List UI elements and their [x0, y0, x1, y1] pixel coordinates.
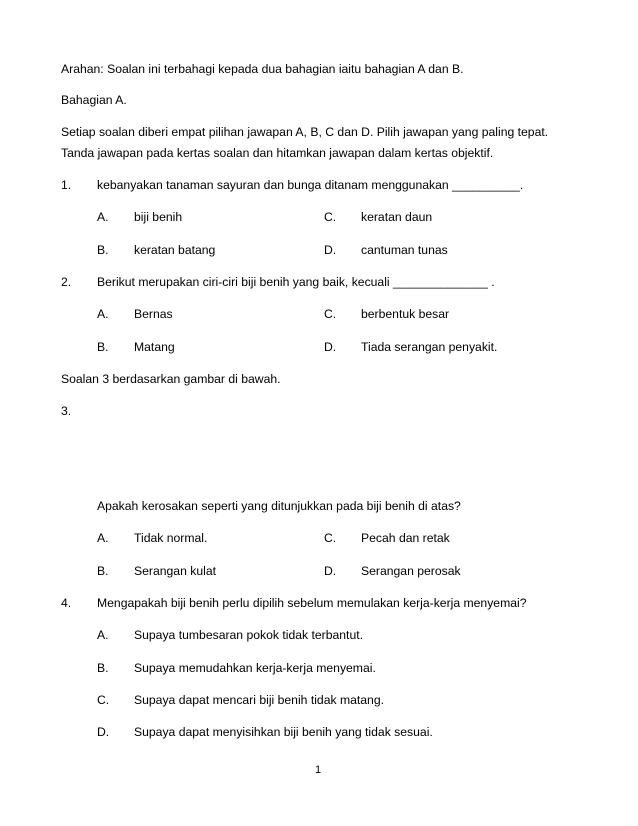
question-number: 2.	[61, 275, 72, 289]
q3-intro: Soalan 3 berdasarkan gambar di bawah.	[61, 372, 281, 386]
option-letter: B.	[97, 564, 109, 578]
option-text: berbentuk besar	[361, 307, 450, 321]
option-text: Tidak normal.	[134, 531, 208, 545]
option-text: Supaya memudahkan kerja-kerja menyemai.	[134, 661, 376, 675]
option-text: Supaya tumbesaran pokok tidak terbantut.	[134, 628, 363, 642]
option-letter: D.	[324, 564, 337, 578]
option-text: biji benih	[134, 210, 183, 224]
option-text: Serangan kulat	[134, 564, 216, 578]
option-text: Supaya dapat menyisihkan biji benih yang tidak sesuai.	[134, 725, 433, 739]
section-title: Bahagian A.	[61, 93, 127, 107]
option-letter: A.	[97, 628, 109, 642]
option-letter: D.	[97, 725, 110, 739]
question-text: Berikut merupakan ciri-ciri biji benih yang baik, kecuali ______________ .	[97, 275, 495, 289]
option-letter: B.	[97, 661, 109, 675]
option-letter: A.	[97, 307, 109, 321]
option-text: Pecah dan retak	[361, 531, 450, 545]
option-letter: A.	[97, 210, 109, 224]
option-text: Matang	[134, 340, 175, 354]
option-text: keratan daun	[361, 210, 433, 224]
option-text: keratan batang	[134, 243, 216, 257]
option-text: cantuman tunas	[361, 243, 448, 257]
option-text: Bernas	[134, 307, 173, 321]
option-letter: B.	[97, 340, 109, 354]
option-letter: C.	[324, 531, 337, 545]
question-text: kebanyakan tanaman sayuran dan bunga ditanam menggunakan __________.	[97, 178, 524, 192]
question-number: 1.	[61, 178, 72, 192]
directions-line-2: Tanda jawapan pada kertas soalan dan hitamkan jawapan dalam kertas objektif.	[61, 146, 494, 160]
option-letter: D.	[324, 243, 337, 257]
question-text: Apakah kerosakan seperti yang ditunjukkan pada biji benih di atas?	[97, 499, 461, 513]
page-number: 1	[315, 764, 322, 776]
option-text: Tiada serangan penyakit.	[361, 340, 498, 354]
option-letter: B.	[97, 243, 109, 257]
instructions: Arahan: Soalan ini terbahagi kepada dua bahagian iaitu bahagian A dan B.	[61, 62, 464, 76]
option-letter: C.	[97, 693, 110, 707]
option-letter: D.	[324, 340, 337, 354]
option-letter: C.	[324, 307, 337, 321]
question-number: 3.	[61, 404, 72, 418]
question-text: Mengapakah biji benih perlu dipilih sebelum memulakan kerja-kerja menyemai?	[97, 596, 527, 610]
option-letter: A.	[97, 531, 109, 545]
option-text: Serangan perosak	[361, 564, 461, 578]
option-text: Supaya dapat mencari biji benih tidak matang.	[134, 693, 384, 707]
question-number: 4.	[61, 596, 72, 610]
option-letter: C.	[324, 210, 337, 224]
directions-line-1: Setiap soalan diberi empat pilihan jawapan A, B, C dan D. Pilih jawapan yang paling tepat.	[61, 125, 549, 139]
